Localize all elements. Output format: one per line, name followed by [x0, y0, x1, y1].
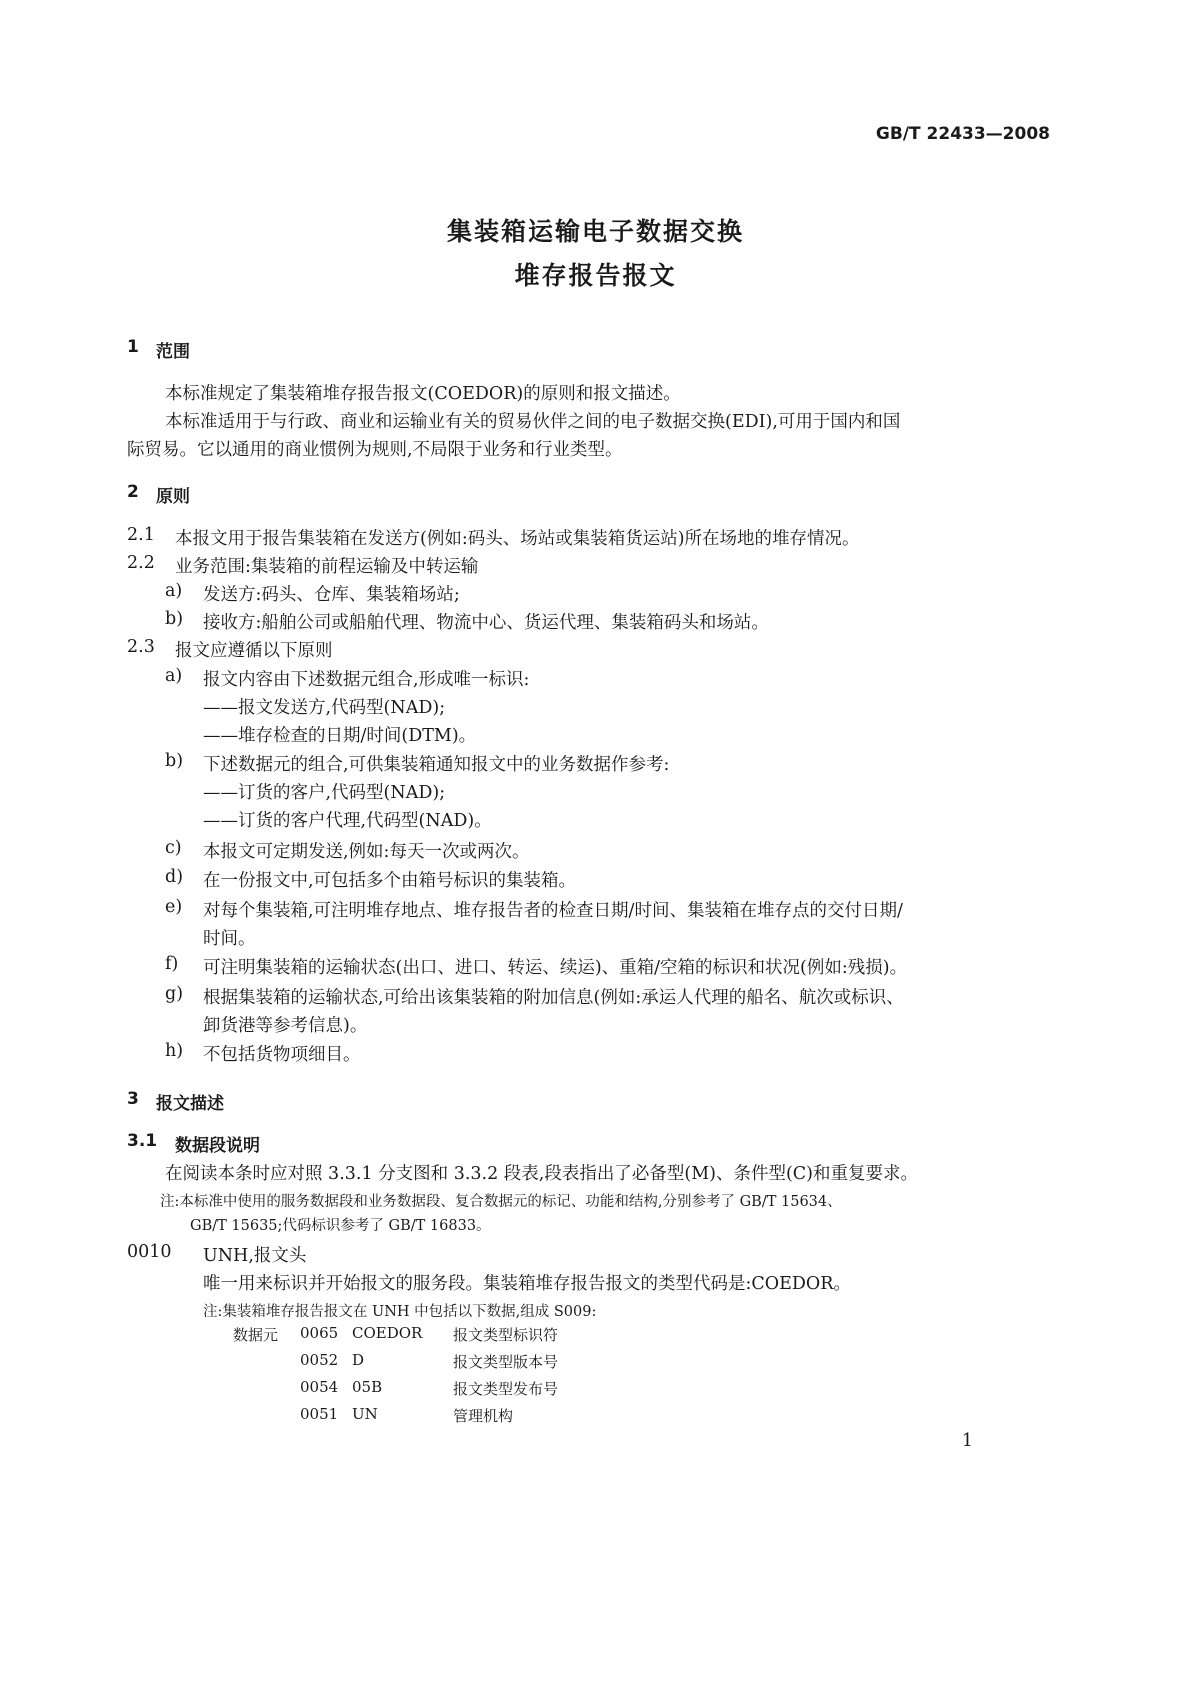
clause-2-2-a-label: a) — [165, 581, 183, 601]
clause-3-1-number: 3.1 — [127, 1131, 158, 1151]
section-3-number: 3 — [127, 1089, 139, 1109]
section-3-heading: 报文描述 — [156, 1094, 224, 1114]
section-1-paragraph-2-line-2: 际贸易。它以通用的商业惯例为规则,不局限于业务和行业类型。 — [127, 440, 623, 460]
data-element-id: 0054 — [300, 1378, 339, 1396]
document-title: 集装箱运输电子数据交换 — [446, 217, 744, 246]
clause-2-3-g-text-line-1: 根据集装箱的运输状态,可给出该集装箱的附加信息(例如:承运人代理的船名、航次或标识、 — [203, 988, 904, 1008]
clause-2-3-f-text: 可注明集装箱的运输状态(出口、进口、转运、续运)、重箱/空箱的标识和状况(例如:残损)。 — [203, 958, 908, 978]
data-element-value: UN — [352, 1405, 378, 1423]
data-element-description: 报文类型版本号 — [453, 1353, 559, 1371]
clause-2-3-d-label: d) — [165, 867, 184, 887]
clause-2-3-e-text-line-1: 对每个集装箱,可注明堆存地点、堆存报告者的检查日期/时间、集装箱在堆存点的交付日期/ — [203, 901, 903, 921]
clause-2-3-c-label: c) — [165, 838, 182, 858]
data-element-label: 数据元 — [233, 1326, 279, 1344]
section-2-number: 2 — [127, 482, 139, 502]
clause-2-3-text: 报文应遵循以下原则 — [175, 641, 333, 661]
standard-number: GB/T 22433—2008 — [875, 124, 1050, 144]
section-2-heading: 原则 — [156, 487, 190, 507]
clause-2-3-d-text: 在一份报文中,可包括多个由箱号标识的集装箱。 — [203, 871, 577, 891]
segment-note: 注:集装箱堆存报告报文在 UNH 中包括以下数据,组成 S009: — [203, 1304, 597, 1320]
clause-2-3-g-text-line-2: 卸货港等参考信息)。 — [203, 1016, 368, 1036]
clause-2-3-a-dash-1: ——报文发送方,代码型(NAD); — [203, 698, 446, 718]
document-subtitle: 堆存报告报文 — [514, 261, 677, 290]
section-1-paragraph-2-line-1: 本标准适用于与行政、商业和运输业有关的贸易伙伴之间的电子数据交换(EDI),可用于国内和国 — [165, 412, 901, 432]
section-1-paragraph-1: 本标准规定了集装箱堆存报告报文(COEDOR)的原则和报文描述。 — [165, 384, 681, 404]
clause-3-1-paragraph: 在阅读本条时应对照 3.3.1 分支图和 3.3.2 段表,段表指出了必备型(M)、条件型(C)和重复要求。 — [165, 1164, 918, 1184]
clause-2-3-b-dash-2: ——订货的客户代理,代码型(NAD)。 — [203, 811, 492, 831]
data-element-id: 0051 — [300, 1405, 339, 1423]
clause-2-3-a-dash-2: ——堆存检查的日期/时间(DTM)。 — [203, 726, 477, 746]
data-element-value: COEDOR — [352, 1324, 423, 1342]
clause-2-2-b-text: 接收方:船舶公司或船舶代理、物流中心、货运代理、集装箱码头和场站。 — [203, 613, 769, 633]
clause-2-2-b-label: b) — [165, 609, 184, 629]
clause-3-1-heading: 数据段说明 — [175, 1136, 260, 1156]
clause-3-1-note-line-2: GB/T 15635;代码标识参考了 GB/T 16833。 — [190, 1218, 491, 1234]
section-1-number: 1 — [127, 337, 139, 357]
data-element-value: D — [352, 1351, 365, 1369]
data-element-value: 05B — [352, 1378, 383, 1396]
clause-3-1-note-line-1: 注:本标准中使用的服务数据段和业务数据段、复合数据元的标记、功能和结构,分别参考了 GB/T 15634、 — [160, 1194, 842, 1210]
data-element-id: 0052 — [300, 1351, 339, 1369]
clause-2-3-e-label: e) — [165, 897, 183, 917]
segment-description: 唯一用来标识并开始报文的服务段。集装箱堆存报告报文的类型代码是:COEDOR。 — [203, 1274, 851, 1294]
clause-2-3-f-label: f) — [165, 954, 179, 974]
clause-2-3-b-label: b) — [165, 751, 184, 771]
clause-2-2-text: 业务范围:集装箱的前程运输及中转运输 — [175, 557, 479, 577]
clause-2-3-a-label: a) — [165, 666, 183, 686]
clause-2-3-number: 2.3 — [127, 637, 155, 657]
clause-2-1-text: 本报文用于报告集装箱在发送方(例如:码头、场站或集装箱货运站)所在场地的堆存情况。 — [175, 529, 860, 549]
data-element-id: 0065 — [300, 1324, 339, 1342]
page-number: 1 — [961, 1431, 973, 1451]
clause-2-3-b-dash-1: ——订货的客户,代码型(NAD); — [203, 783, 446, 803]
clause-2-2-a-text: 发送方:码头、仓库、集装箱场站; — [203, 585, 460, 605]
data-element-description: 管理机构 — [453, 1407, 514, 1425]
clause-2-2-number: 2.2 — [127, 553, 155, 573]
clause-2-3-a-text: 报文内容由下述数据元组合,形成唯一标识: — [203, 670, 530, 690]
clause-2-1-number: 2.1 — [127, 525, 155, 545]
clause-2-3-h-label: h) — [165, 1041, 184, 1061]
clause-2-3-c-text: 本报文可定期发送,例如:每天一次或两次。 — [203, 842, 530, 862]
segment-code: 0010 — [127, 1242, 172, 1262]
data-element-description: 报文类型标识符 — [453, 1326, 559, 1344]
clause-2-3-e-text-line-2: 时间。 — [203, 929, 256, 949]
segment-title: UNH,报文头 — [203, 1246, 307, 1266]
clause-2-3-g-label: g) — [165, 984, 184, 1004]
data-element-description: 报文类型发布号 — [453, 1380, 559, 1398]
clause-2-3-b-text: 下述数据元的组合,可供集装箱通知报文中的业务数据作参考: — [203, 755, 670, 775]
clause-2-3-h-text: 不包括货物项细目。 — [203, 1045, 361, 1065]
section-1-heading: 范围 — [156, 342, 190, 362]
